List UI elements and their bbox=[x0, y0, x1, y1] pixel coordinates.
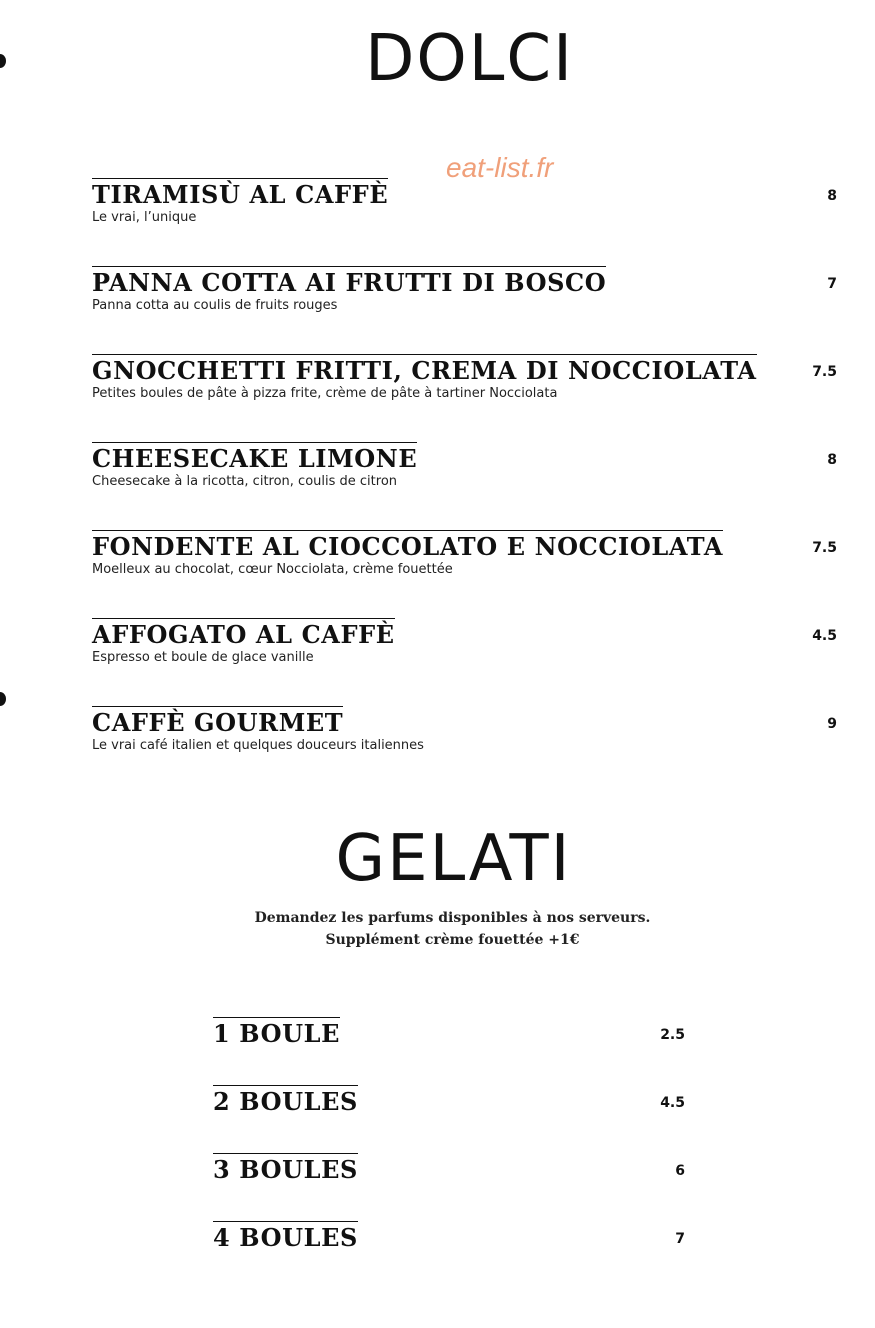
gelato-price: 2.5 bbox=[660, 1027, 685, 1043]
dessert-item bbox=[92, 178, 837, 258]
dessert-price: 7.5 bbox=[812, 364, 837, 380]
gelati-section-title: GELATI bbox=[335, 822, 572, 896]
gelato-name: 1 BOULE bbox=[213, 1019, 340, 1048]
gelato-name: 2 BOULES bbox=[213, 1087, 358, 1116]
gelato-price: 6 bbox=[675, 1163, 685, 1179]
dolci-section-title: DOLCI bbox=[365, 22, 574, 96]
dessert-description: Panna cotta au coulis de fruits rouges bbox=[92, 298, 338, 313]
dessert-price: 8 bbox=[827, 188, 837, 204]
dessert-name: AFFOGATO AL CAFFÈ bbox=[92, 620, 395, 649]
gelato-price: 7 bbox=[675, 1231, 685, 1247]
gelati-note-flavours: Demandez les parfums disponibles à nos serveurs. bbox=[254, 910, 651, 926]
dessert-price: 7.5 bbox=[812, 540, 837, 556]
edge-bullet-mark bbox=[0, 692, 6, 706]
dessert-name: PANNA COTTA AI FRUTTI DI BOSCO bbox=[92, 268, 607, 297]
dessert-price: 4.5 bbox=[812, 628, 837, 644]
dessert-item bbox=[92, 530, 837, 610]
dessert-name: CAFFÈ GOURMET bbox=[92, 708, 344, 737]
watermark: eat-list.fr bbox=[446, 152, 554, 183]
dessert-description: Espresso et boule de glace vanille bbox=[92, 650, 314, 665]
dessert-name: CHEESECAKE LIMONE bbox=[92, 444, 418, 473]
dessert-item bbox=[92, 266, 837, 346]
dessert-description: Moelleux au chocolat, cœur Nocciolata, crème fouettée bbox=[92, 562, 453, 577]
dessert-description: Le vrai, l’unique bbox=[92, 210, 197, 225]
dessert-name: FONDENTE AL CIOCCOLATO E NOCCIOLATA bbox=[92, 532, 724, 561]
dessert-name: TIRAMISÙ AL CAFFÈ bbox=[92, 180, 389, 209]
dessert-description: Cheesecake à la ricotta, citron, coulis de citron bbox=[92, 474, 398, 489]
gelato-item bbox=[213, 1153, 685, 1193]
gelato-name: 3 BOULES bbox=[213, 1155, 358, 1184]
dessert-item bbox=[92, 618, 837, 698]
dessert-description: Le vrai café italien et quelques douceurs italiennes bbox=[92, 738, 424, 753]
gelato-item bbox=[213, 1221, 685, 1261]
dessert-price: 8 bbox=[827, 452, 837, 468]
gelato-item bbox=[213, 1017, 685, 1057]
dessert-description: Petites boules de pâte à pizza frite, crème de pâte à tartiner Nocciolata bbox=[92, 386, 558, 401]
dessert-price: 9 bbox=[827, 716, 837, 732]
dessert-item bbox=[92, 442, 837, 522]
dessert-item bbox=[92, 354, 837, 434]
gelato-item bbox=[213, 1085, 685, 1125]
gelato-price: 4.5 bbox=[660, 1095, 685, 1111]
dessert-name: GNOCCHETTI FRITTI, CREMA DI NOCCIOLATA bbox=[92, 356, 757, 385]
gelato-name: 4 BOULES bbox=[213, 1223, 358, 1252]
dessert-price: 7 bbox=[827, 276, 837, 292]
dessert-item bbox=[92, 706, 837, 786]
gelati-note-whipped-cream: Supplément crème fouettée +1€ bbox=[325, 932, 580, 948]
edge-bullet-mark bbox=[0, 54, 6, 68]
